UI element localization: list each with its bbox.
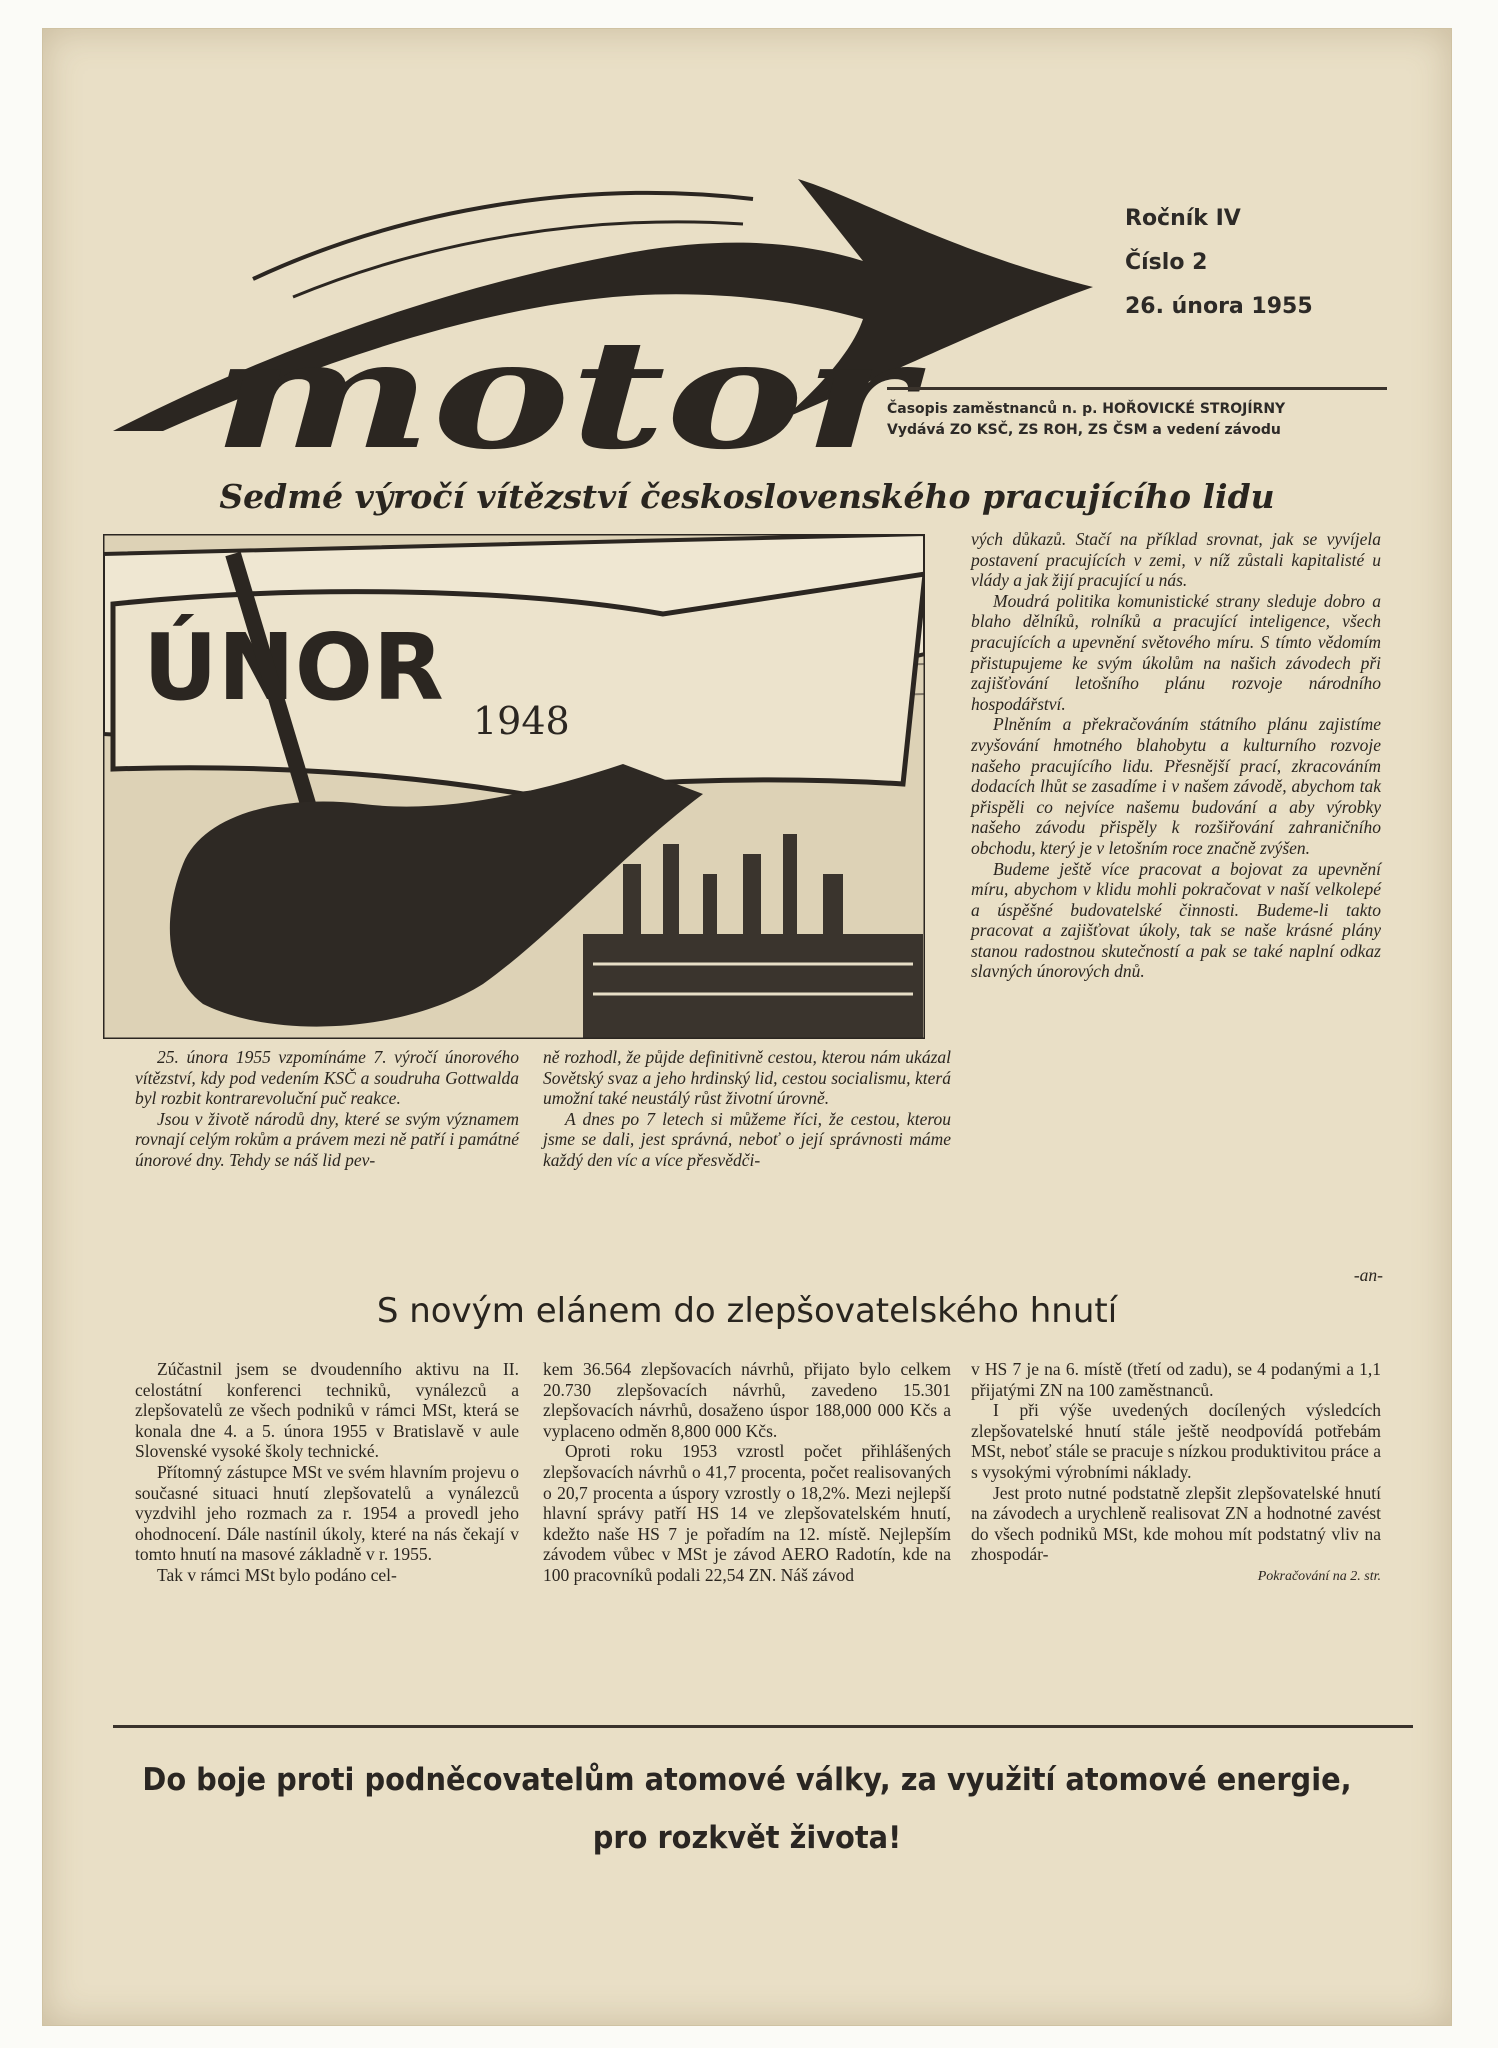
- article1-headline: Sedmé výročí vítězství československého pracujícího lidu: [219, 477, 1275, 516]
- paragraph: Budeme ještě více pracovat a bojovat za upevnění míru, abychom v klidu mohli pokračovat v naší velkolepé a úspěšné budovatelské činnosti. Budeme-li takto pracovat a zajišťovat úkoly, tak se naše krásné plány stanou radostnou skutečností a pak se také naplní odkaz slavných únorových dnů.: [971, 858, 1381, 982]
- paragraph: Jest proto nutné podstatně zlepšit zlepšovatelské hnutí na závodech a urychleně realisovat ZN a hodnotné zavést do všech podniků MSt, kde mohou mít podstatný vliv na zhospodár-: [971, 1482, 1381, 1565]
- paragraph: vých důkazů. Stačí na příklad srovnat, jak se vyvíjela postavení pracujících v zemi, v níž zůstali kapitalisté u vlády a jak žijí pracující u nás.: [971, 529, 1381, 591]
- logo-text: motor: [213, 307, 927, 469]
- issue-label: Číslo 2: [1125, 250, 1208, 275]
- footer-line-2: pro rozkvět života!: [592, 1820, 902, 1856]
- paragraph: Plněním a překračováním státního plánu zajistíme zvyšování hmotného blahobytu a kulturního rozvoje našeho pracujícího lidu. Přesnější prací, zkracováním dodacích lhůt se zasadíme i v našem závodě, abychom tak přispěli co nejvíce našemu budování a aby výrobky našeho závodu přispěly k rozšiřování zahraničního obchodu, který je v letošním roce značně zvýšen.: [971, 714, 1381, 858]
- article1-signature: -an-: [1353, 1265, 1383, 1285]
- date-label: 26. února 1955: [1125, 294, 1313, 319]
- paragraph: Moudrá politika komunistické strany sleduje dobro a blaho dělníků, rolníků a pracující inteligence, všech pracujících a upevnění světového míru. S tímto vědomím přistupujeme ke svým úkolům na našich závodech při zajišťování letošního plánu rozvoje národního hospodářství.: [971, 590, 1381, 714]
- paragraph: Jsou v životě národů dny, které se svým významem rovnají celým rokům a právem mezi ně patří i památné únorové dny. Tehdy se náš lid pev-: [135, 1108, 519, 1170]
- issue-info: [1125, 197, 1313, 329]
- paragraph: I při výše uvedených docílených výsledcích zlepšovatelské hnutí stále ještě neodpovídá potřebám MSt, neboť stále se pracuje s nízkou produktivitou práce a s vysokými výrobními náklady.: [971, 1400, 1381, 1482]
- paragraph: Přítomný zástupce MSt ve svém hlavním projevu o současné situaci hnutí zlepšovatelů a vynálezců vyzdvihl jeho rozmach za r. 1954 a provedl jeho ohodnocení. Dále nastínil úkoly, které na nás čekají v tomto hnutí na masové základně v r. 1955.: [135, 1461, 519, 1565]
- unor-1948-illustration: [103, 534, 925, 1039]
- article2-column-2: [543, 1359, 951, 1586]
- paragraph: ně rozhodl, že půjde definitivně cestou, kterou nám ukázal Sovětský svaz a jeho hrdinský lid, cestou socialismu, která umožní také neustálý růst životní úrovně.: [543, 1047, 951, 1109]
- article1-bottom-column-2: [543, 1047, 951, 1171]
- footer-rule: [113, 1725, 1413, 1728]
- paragraph: kem 36.564 zlepšovacích návrhů, přijato bylo celkem 20.730 zlepšovacích návrhů, zavedeno 15.301 zlepšovacích návrhů, dosaženo úspor 188,000 000 Kčs a vyplaceno odměn 8,800 000 Kčs.: [543, 1359, 951, 1441]
- article1-bottom-column-1: [135, 1047, 519, 1171]
- article1-right-column: [971, 529, 1381, 982]
- paragraph: v HS 7 je na 6. místě (třetí od zadu), se 4 podanými a 1,1 přijatými ZN na 100 zaměstnanců.: [971, 1359, 1381, 1400]
- paragraph: Oproti roku 1953 vzrostl počet přihlášených zlepšovacích návrhů o 41,7 procenta, počet realisovaných o 20,7 procenta a úspory vzrostly o 18,2%. Mezi nejlepší hlavní správy patří HS 14 ve zlepšovatelském hnutí, kdežto naše HS 7 je pořadím na 12. místě. Nejlepším závodem vůbec v MSt je závod AERO Radotín, kde na 100 pracovníků podali 22,54 ZN. Náš závod: [543, 1441, 951, 1585]
- paragraph: Tak v rámci MSt bylo podáno cel-: [157, 1564, 397, 1585]
- continued-note: Pokračování na 2. str.: [1257, 1568, 1381, 1584]
- article2-column-1: [135, 1359, 519, 1586]
- publisher-line-1: Časopis zaměstnanců n. p. HOŘOVICKÉ STROJÍRNY: [887, 401, 1286, 417]
- paragraph: Zúčastnil jsem se dvoudenního aktivu na II. celostátní konferenci techniků, vynálezců a zlepšovatelů ze všech podniků v rámci MSt, která se konala dne 4. a 5. února 1955 v Bratislavě v aule Slovenské vysoké školy technické.: [135, 1359, 519, 1462]
- article2-headline: S novým elánem do zlepšovatelského hnutí: [376, 1291, 1118, 1331]
- article1-signature-wrap: [1303, 1265, 1383, 1286]
- volume-label: Ročník IV: [1125, 206, 1241, 231]
- article2-column-3: [971, 1359, 1381, 1588]
- paragraph: A dnes po 7 letech si můžeme říci, že cestou, kterou jsme se dali, jest správná, neboť o její správnosti máme každý den víc a více přesvědči-: [543, 1108, 951, 1170]
- newspaper-page: [42, 28, 1452, 2026]
- paragraph: 25. února 1955 vzpomínáme 7. výročí únorového vítězství, kdy pod vedením KSČ a soudruha Gottwalda byl rozbit kontrarevoluční puč reakce.: [135, 1047, 519, 1109]
- flag-year: 1948: [473, 699, 570, 743]
- footer-line-1: Do boje proti podněcovatelům atomové války, za využití atomové energie,: [142, 1762, 1352, 1798]
- footer-slogan: [92, 1751, 1401, 1867]
- publisher-info: [887, 399, 1285, 441]
- flag-text: ÚNOR: [143, 614, 444, 721]
- publisher-line-2: Vydává ZO KSČ, ZS ROH, ZS ČSM a vedení závodu: [887, 422, 1281, 438]
- masthead-rule: [887, 387, 1387, 390]
